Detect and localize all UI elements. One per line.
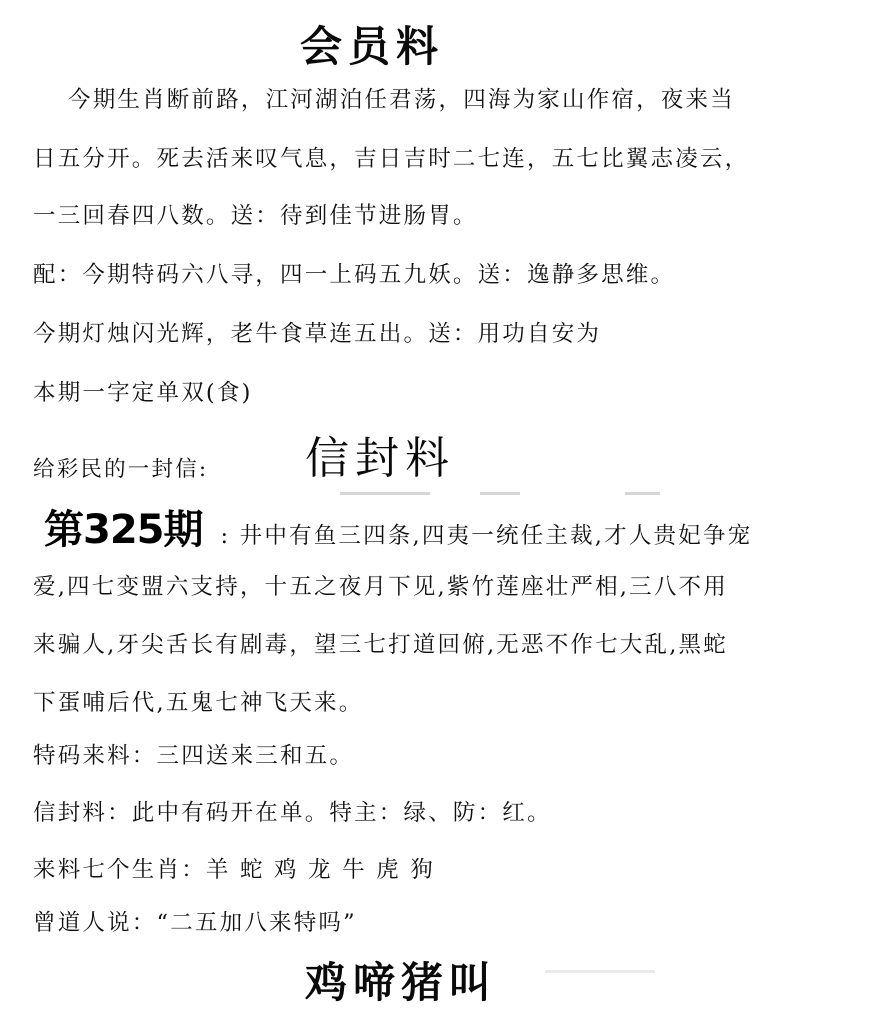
letter-line-6: 来料七个生肖：羊 蛇 鸡 龙 牛 虎 狗 — [33, 857, 435, 883]
scan-speck — [545, 970, 655, 973]
member-line-6: 本期一字定单双(食) — [33, 380, 253, 406]
member-title: 会员料 — [300, 22, 445, 71]
letter-line-4: 特码来料：三四送来三和五。 — [33, 743, 355, 769]
member-line-1: 今期生肖断前路，江河湖泊任君荡，四海为家山作宿，夜来当 — [68, 87, 735, 113]
scan-speck — [340, 492, 430, 495]
letter-line-5: 信封料：此中有码开在单。特主：绿、防：红。 — [33, 800, 552, 826]
footer-title: 鸡啼猪叫 — [305, 958, 498, 1007]
member-line-3: 一三回春四八数。送：待到佳节进肠胃。 — [33, 203, 478, 229]
issue-row — [44, 498, 752, 555]
letter-line-1: 爱,四七变盟六支持，十五之夜月下见,紫竹莲座壮严相,三八不用 — [33, 574, 728, 600]
letter-line-3: 下蛋哺后代,五鬼七神飞天来。 — [33, 690, 364, 716]
member-line-2: 日五分开。死去活来叹气息，吉日吉时二七连，五七比翼志凌云， — [33, 146, 750, 172]
scan-speck — [625, 492, 660, 495]
member-line-4: 配：今期特码六八寻，四一上码五九妖。送：逸静多思维。 — [33, 262, 676, 288]
letter-line-2: 来骗人,牙尖舌长有剧毒，望三七打道回俯,无恶不作七大乱,黑蛇 — [33, 632, 728, 658]
member-line-5: 今期灯烛闪光辉，老牛食草连五出。送：用功自安为 — [33, 321, 602, 347]
letter-title: 信封料 — [305, 433, 455, 484]
issue-text: : 井中有鱼三四条,四夷一统任主裁,才人贵妃争宠 — [220, 523, 753, 549]
issue-label: 第325期 — [44, 507, 203, 553]
scan-speck — [480, 492, 520, 495]
letter-line-7: 曾道人说：“二五加八来特吗” — [33, 910, 357, 936]
letter-intro: 给彩民的一封信: — [33, 457, 209, 482]
